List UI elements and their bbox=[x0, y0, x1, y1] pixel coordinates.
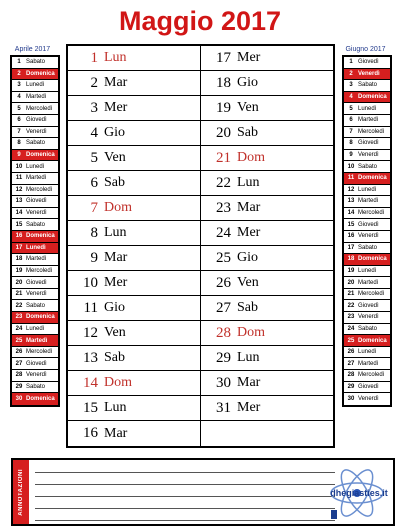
main-day-cell bbox=[68, 171, 200, 196]
main-day-name: Mar bbox=[104, 75, 128, 90]
side-day-row bbox=[12, 208, 58, 220]
main-day-cell bbox=[68, 121, 200, 146]
main-day-number: 29 bbox=[216, 349, 231, 366]
side-day-name: Martedì bbox=[358, 198, 379, 205]
side-day-row bbox=[12, 312, 58, 324]
main-day-name: Sab bbox=[104, 175, 125, 190]
main-day-name: Dom bbox=[104, 375, 132, 390]
main-day-number: 10 bbox=[83, 274, 98, 291]
side-day-number: 6 bbox=[17, 117, 21, 124]
main-day-number: 12 bbox=[83, 324, 98, 341]
side-day-row bbox=[12, 370, 58, 382]
main-day-cell bbox=[201, 346, 333, 371]
side-day-name: Giovedì bbox=[358, 302, 379, 309]
main-day-number: 20 bbox=[216, 124, 231, 141]
side-day-row bbox=[12, 69, 58, 81]
main-day-number: 30 bbox=[216, 374, 231, 391]
side-day-name: Martedì bbox=[358, 117, 379, 124]
side-day-row bbox=[12, 138, 58, 150]
side-day-name: Lunedì bbox=[358, 186, 377, 193]
main-day-cell bbox=[68, 346, 200, 371]
side-day-name: Domenica bbox=[26, 233, 55, 240]
main-column-2 bbox=[200, 46, 333, 446]
side-day-name: Venerdì bbox=[26, 210, 47, 217]
side-day-name: Martedì bbox=[358, 360, 379, 367]
side-day-name: Mercoledì bbox=[358, 128, 385, 135]
side-day-name: Giovedì bbox=[26, 198, 47, 205]
side-day-name: Domenica bbox=[358, 175, 387, 182]
side-day-number: 20 bbox=[347, 279, 355, 286]
right-month-header: Giugno 2017 bbox=[345, 46, 386, 53]
side-day-name: Mercoledì bbox=[358, 210, 385, 217]
side-day-number: 10 bbox=[15, 163, 23, 170]
side-day-number: 13 bbox=[15, 198, 23, 205]
side-day-number: 27 bbox=[347, 360, 355, 367]
side-day-row bbox=[344, 243, 390, 255]
main-day-cell bbox=[201, 321, 333, 346]
side-day-row bbox=[344, 208, 390, 220]
side-day-row bbox=[344, 138, 390, 150]
side-day-number: 17 bbox=[347, 244, 355, 251]
side-day-row bbox=[344, 312, 390, 324]
left-month-header: Aprile 2017 bbox=[14, 46, 51, 53]
side-day-number: 20 bbox=[15, 279, 23, 286]
main-day-name: Lun bbox=[237, 175, 260, 190]
notes-box bbox=[11, 458, 395, 526]
side-day-name: Venerdì bbox=[358, 152, 379, 159]
side-day-row bbox=[12, 289, 58, 301]
main-day-number: 15 bbox=[83, 399, 98, 416]
side-day-name: Mercoledì bbox=[26, 349, 53, 356]
side-day-row bbox=[12, 231, 58, 243]
side-day-number: 5 bbox=[17, 105, 21, 112]
side-day-row bbox=[12, 150, 58, 162]
side-day-name: Mercoledì bbox=[26, 105, 53, 112]
main-day-name: Mar bbox=[104, 250, 128, 265]
side-day-row bbox=[12, 254, 58, 266]
side-day-row bbox=[344, 382, 390, 394]
side-day-number: 23 bbox=[15, 314, 23, 321]
side-day-row bbox=[344, 150, 390, 162]
side-day-name: Venerdì bbox=[26, 372, 47, 379]
side-day-number: 17 bbox=[15, 244, 23, 251]
side-day-row bbox=[12, 103, 58, 115]
side-day-number: 7 bbox=[349, 128, 353, 135]
atom-icon bbox=[327, 464, 387, 522]
side-day-name: Lunedì bbox=[358, 349, 377, 356]
main-day-name: Dom bbox=[237, 325, 265, 340]
side-day-name: Lunedì bbox=[26, 163, 45, 170]
main-day-cell bbox=[201, 171, 333, 196]
side-day-row bbox=[344, 254, 390, 266]
main-day-name: Dom bbox=[104, 200, 132, 215]
side-day-name: Domenica bbox=[358, 256, 387, 263]
side-day-number: 28 bbox=[15, 372, 23, 379]
main-day-cell bbox=[68, 146, 200, 171]
side-day-row bbox=[12, 127, 58, 139]
side-day-name: Domenica bbox=[358, 337, 387, 344]
main-day-number: 31 bbox=[216, 399, 231, 416]
side-day-number: 1 bbox=[349, 59, 353, 66]
note-line bbox=[35, 484, 335, 485]
main-day-number: 19 bbox=[216, 99, 231, 116]
main-day-cell bbox=[68, 321, 200, 346]
side-day-number: 22 bbox=[347, 302, 355, 309]
main-day-number: 6 bbox=[90, 174, 98, 191]
main-day-number: 14 bbox=[83, 374, 98, 391]
side-day-number: 16 bbox=[347, 233, 355, 240]
side-day-row bbox=[12, 358, 58, 370]
side-day-number: 28 bbox=[347, 372, 355, 379]
side-day-name: Sabato bbox=[358, 163, 378, 170]
main-day-name: Lun bbox=[104, 50, 127, 65]
main-day-name: Mer bbox=[237, 50, 261, 65]
side-day-name: Sabato bbox=[26, 221, 46, 228]
side-day-number: 6 bbox=[349, 117, 353, 124]
side-day-row bbox=[344, 127, 390, 139]
main-day-number: 16 bbox=[83, 425, 98, 441]
side-day-row bbox=[344, 277, 390, 289]
side-day-row bbox=[344, 196, 390, 208]
side-day-row bbox=[12, 243, 58, 255]
side-day-row bbox=[344, 347, 390, 359]
main-day-number: 22 bbox=[216, 174, 231, 191]
note-line bbox=[35, 496, 335, 497]
side-day-number: 16 bbox=[15, 233, 23, 240]
side-day-number: 15 bbox=[347, 221, 355, 228]
side-day-name: Mercoledì bbox=[358, 372, 385, 379]
side-day-name: Lunedì bbox=[26, 82, 45, 89]
main-day-name: Mer bbox=[237, 225, 261, 240]
side-day-number: 8 bbox=[349, 140, 353, 147]
main-day-cell bbox=[201, 196, 333, 221]
side-day-name: Sabato bbox=[358, 244, 378, 251]
note-line bbox=[35, 520, 335, 521]
main-day-name: Lun bbox=[104, 400, 127, 415]
side-day-number: 22 bbox=[15, 302, 23, 309]
side-day-row bbox=[12, 161, 58, 173]
main-day-number: 27 bbox=[216, 299, 231, 316]
main-day-cell bbox=[201, 396, 333, 421]
main-day-number: 26 bbox=[216, 274, 231, 291]
page-title: Maggio 2017 bbox=[118, 6, 282, 36]
main-column-1 bbox=[68, 46, 200, 446]
side-day-name: Venerdì bbox=[358, 396, 379, 403]
side-day-number: 4 bbox=[349, 94, 353, 101]
side-day-name: Martedì bbox=[358, 279, 379, 286]
side-day-name: Martedì bbox=[26, 94, 47, 101]
main-day-name: Mer bbox=[104, 275, 128, 290]
main-day-number: 18 bbox=[216, 74, 231, 91]
side-day-number: 30 bbox=[347, 396, 355, 403]
main-day-cell bbox=[68, 46, 200, 71]
main-day-cell bbox=[68, 221, 200, 246]
side-day-name: Giovedì bbox=[26, 360, 47, 367]
side-day-name: Mercoledì bbox=[26, 267, 53, 274]
side-day-row bbox=[344, 173, 390, 185]
side-day-number: 19 bbox=[15, 267, 23, 274]
side-day-number: 2 bbox=[349, 70, 353, 77]
side-day-number: 3 bbox=[349, 82, 353, 89]
main-day-name: Gio bbox=[104, 300, 125, 315]
side-day-row bbox=[12, 393, 58, 405]
main-day-cell bbox=[201, 371, 333, 396]
side-day-number: 12 bbox=[347, 186, 355, 193]
side-day-name: Venerdì bbox=[26, 128, 47, 135]
side-day-row bbox=[344, 103, 390, 115]
side-day-row bbox=[344, 358, 390, 370]
main-day-number: 1 bbox=[90, 49, 98, 66]
side-day-name: Domenica bbox=[26, 152, 55, 159]
main-day-name: Mer bbox=[104, 100, 128, 115]
side-day-number: 14 bbox=[347, 210, 355, 217]
side-day-row bbox=[12, 324, 58, 336]
side-day-row bbox=[12, 92, 58, 104]
side-day-row bbox=[12, 382, 58, 394]
side-day-number: 25 bbox=[347, 337, 355, 344]
main-day-number: 3 bbox=[90, 99, 98, 116]
side-day-name: Giovedì bbox=[358, 140, 379, 147]
side-day-number: 12 bbox=[15, 186, 23, 193]
main-day-name: Mar bbox=[104, 425, 128, 441]
side-day-number: 11 bbox=[15, 175, 23, 182]
main-day-name: Sab bbox=[237, 300, 258, 315]
main-day-cell bbox=[201, 121, 333, 146]
main-day-name: Mer bbox=[237, 400, 261, 415]
main-day-name: Sab bbox=[104, 350, 125, 365]
logo-text: dhegiasties.it bbox=[330, 488, 388, 498]
main-day-cell bbox=[201, 271, 333, 296]
main-day-name: Lun bbox=[237, 350, 260, 365]
side-day-number: 4 bbox=[17, 94, 21, 101]
main-day-number: 13 bbox=[83, 349, 98, 366]
side-day-row bbox=[12, 57, 58, 69]
side-day-name: Giovedì bbox=[358, 221, 379, 228]
main-day-cell bbox=[201, 146, 333, 171]
side-day-number: 13 bbox=[347, 198, 355, 205]
notes-strip bbox=[13, 460, 29, 524]
main-day-number: 8 bbox=[90, 224, 98, 241]
main-day-number: 25 bbox=[216, 249, 231, 266]
side-day-number: 3 bbox=[17, 82, 21, 89]
side-day-name: Giovedì bbox=[358, 59, 379, 66]
side-day-row bbox=[344, 266, 390, 278]
main-day-cell bbox=[201, 71, 333, 96]
side-day-name: Mercoledì bbox=[358, 291, 385, 298]
side-day-name: Venerdì bbox=[358, 70, 380, 77]
main-day-number: 9 bbox=[90, 249, 98, 266]
main-day-cell bbox=[68, 96, 200, 121]
side-day-number: 14 bbox=[15, 210, 23, 217]
notes-label: ANNOTAZIONI bbox=[18, 468, 24, 516]
side-day-row bbox=[344, 161, 390, 173]
main-day-cell bbox=[68, 196, 200, 221]
side-day-number: 11 bbox=[347, 175, 355, 182]
side-day-number: 5 bbox=[349, 105, 353, 112]
main-day-cell bbox=[201, 296, 333, 321]
main-day-number: 5 bbox=[90, 149, 98, 166]
side-day-name: Lunedì bbox=[358, 267, 377, 274]
side-day-name: Giovedì bbox=[358, 383, 379, 390]
side-day-row bbox=[344, 115, 390, 127]
main-day-cell bbox=[201, 221, 333, 246]
main-day-name: Lun bbox=[104, 225, 127, 240]
side-day-number: 15 bbox=[15, 221, 23, 228]
side-day-name: Sabato bbox=[26, 383, 46, 390]
side-day-row bbox=[344, 57, 390, 69]
side-day-row bbox=[12, 266, 58, 278]
main-day-cell bbox=[68, 396, 200, 421]
side-day-name: Sabato bbox=[26, 140, 46, 147]
main-day-number: 23 bbox=[216, 199, 231, 216]
main-day-number: 7 bbox=[90, 199, 98, 216]
main-day-name: Ven bbox=[237, 100, 259, 115]
side-day-number: 19 bbox=[347, 267, 355, 274]
main-day-name: Ven bbox=[104, 325, 126, 340]
side-day-row bbox=[344, 219, 390, 231]
main-day-number: 11 bbox=[83, 299, 98, 316]
side-day-number: 26 bbox=[15, 349, 23, 356]
side-day-row bbox=[12, 185, 58, 197]
main-day-cell bbox=[201, 96, 333, 121]
main-empty-cell bbox=[201, 421, 333, 446]
main-day-name: Sab bbox=[237, 125, 258, 140]
side-day-row bbox=[12, 219, 58, 231]
main-day-name: Gio bbox=[237, 250, 258, 265]
side-day-number: 9 bbox=[17, 152, 21, 159]
side-day-name: Martedì bbox=[26, 175, 47, 182]
side-day-name: Martedì bbox=[26, 337, 48, 344]
side-day-name: Domenica bbox=[26, 314, 55, 321]
side-day-name: Domenica bbox=[358, 94, 387, 101]
main-day-cell bbox=[68, 71, 200, 96]
main-month-grid bbox=[66, 44, 335, 448]
main-day-cell bbox=[68, 296, 200, 321]
side-day-number: 24 bbox=[347, 325, 355, 332]
side-day-row bbox=[344, 324, 390, 336]
side-day-row bbox=[344, 370, 390, 382]
note-line bbox=[35, 508, 335, 509]
side-day-row bbox=[12, 115, 58, 127]
side-day-number: 25 bbox=[15, 337, 23, 344]
main-day-cell bbox=[68, 246, 200, 271]
side-day-row bbox=[12, 277, 58, 289]
side-day-name: Sabato bbox=[358, 82, 378, 89]
side-day-row bbox=[12, 196, 58, 208]
main-day-name: Ven bbox=[237, 275, 259, 290]
side-day-row bbox=[344, 92, 390, 104]
side-day-number: 1 bbox=[17, 59, 21, 66]
side-day-row bbox=[344, 300, 390, 312]
main-day-number: 28 bbox=[216, 324, 231, 341]
side-day-number: 8 bbox=[17, 140, 21, 147]
main-day-name: Gio bbox=[104, 125, 125, 140]
side-day-row bbox=[344, 231, 390, 243]
side-day-number: 7 bbox=[17, 128, 21, 135]
main-day-name: Mar bbox=[237, 375, 261, 390]
main-day-number: 2 bbox=[90, 74, 98, 91]
main-day-cell bbox=[68, 421, 200, 446]
side-day-number: 24 bbox=[15, 325, 23, 332]
main-day-cell bbox=[201, 246, 333, 271]
note-line bbox=[35, 472, 335, 473]
main-day-number: 21 bbox=[216, 149, 231, 166]
side-day-number: 21 bbox=[15, 291, 23, 298]
right-month-list bbox=[342, 55, 392, 407]
side-day-row bbox=[344, 335, 390, 347]
side-day-row bbox=[12, 80, 58, 92]
side-day-name: Venerdì bbox=[358, 233, 379, 240]
side-day-name: Domenica bbox=[26, 396, 55, 403]
side-day-number: 29 bbox=[347, 383, 355, 390]
side-day-name: Giovedì bbox=[26, 117, 47, 124]
side-day-row bbox=[344, 185, 390, 197]
side-day-name: Venerdì bbox=[26, 291, 47, 298]
main-day-cell bbox=[68, 271, 200, 296]
side-day-name: Sabato bbox=[358, 325, 378, 332]
side-day-row bbox=[344, 289, 390, 301]
side-day-number: 9 bbox=[349, 152, 353, 159]
side-day-row bbox=[344, 80, 390, 92]
side-day-number: 10 bbox=[347, 163, 355, 170]
side-day-row bbox=[12, 347, 58, 359]
side-day-name: Sabato bbox=[26, 302, 46, 309]
side-day-number: 26 bbox=[347, 349, 355, 356]
main-day-number: 4 bbox=[90, 124, 98, 141]
side-day-row bbox=[12, 173, 58, 185]
side-day-name: Lunedì bbox=[26, 325, 45, 332]
side-day-number: 23 bbox=[347, 314, 355, 321]
side-day-number: 29 bbox=[15, 383, 23, 390]
side-day-number: 18 bbox=[15, 256, 23, 263]
side-day-name: Mercoledì bbox=[26, 186, 53, 193]
side-day-name: Venerdì bbox=[358, 314, 379, 321]
main-day-number: 17 bbox=[216, 49, 231, 66]
side-day-row bbox=[344, 393, 390, 405]
main-day-cell bbox=[68, 371, 200, 396]
side-day-number: 27 bbox=[15, 360, 23, 367]
main-day-number: 24 bbox=[216, 224, 231, 241]
side-day-number: 2 bbox=[17, 70, 21, 77]
side-day-name: Martedì bbox=[26, 256, 47, 263]
side-day-row bbox=[12, 300, 58, 312]
side-day-name: Lunedì bbox=[26, 244, 46, 251]
side-day-name: Lunedì bbox=[358, 105, 377, 112]
side-day-row bbox=[344, 69, 390, 81]
side-day-number: 18 bbox=[347, 256, 355, 263]
side-day-name: Giovedì bbox=[26, 279, 47, 286]
side-day-name: Domenica bbox=[26, 70, 55, 77]
main-day-name: Gio bbox=[237, 75, 258, 90]
left-month-list bbox=[10, 55, 60, 407]
main-day-name: Ven bbox=[104, 150, 126, 165]
main-day-name: Dom bbox=[237, 150, 265, 165]
side-day-number: 21 bbox=[347, 291, 355, 298]
main-day-name: Mar bbox=[237, 200, 261, 215]
main-day-cell bbox=[201, 46, 333, 71]
side-day-name: Sabato bbox=[26, 59, 46, 66]
side-day-row bbox=[12, 335, 58, 347]
side-day-number: 30 bbox=[15, 396, 23, 403]
